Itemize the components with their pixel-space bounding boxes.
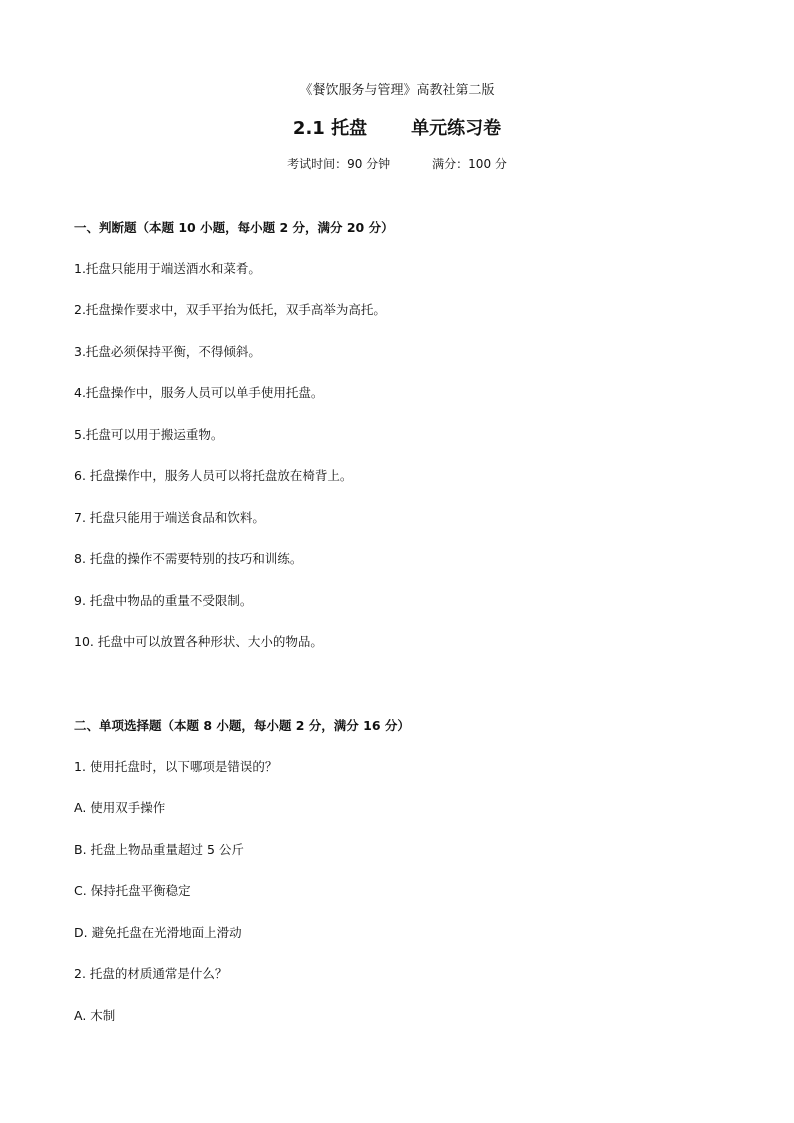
question-item: 1.托盘只能用于端送酒水和菜肴。 <box>74 261 261 276</box>
question-item: 2.托盘操作要求中，双手平抬为低托，双手高举为高托。 <box>74 302 386 317</box>
question-item: 3.托盘必须保持平衡，不得倾斜。 <box>74 344 261 359</box>
section-heading-true-false: 一、判断题（本题 10 小题，每小题 2 分，满分 20 分） <box>74 220 394 235</box>
choice-option: D. 避免托盘在光滑地面上滑动 <box>74 925 242 940</box>
title-exam-name: 单元练习卷 <box>411 118 502 139</box>
exam-time: 考试时间：90 分钟 <box>287 157 391 171</box>
question-item: 8. 托盘的操作不需要特别的技巧和训练。 <box>74 551 303 566</box>
question-item: 6. 托盘操作中，服务人员可以将托盘放在椅背上。 <box>74 468 353 483</box>
question-item: 9. 托盘中物品的重量不受限制。 <box>74 593 253 608</box>
question-item: 4.托盘操作中，服务人员可以单手使用托盘。 <box>74 385 324 400</box>
question-item: 10. 托盘中可以放置各种形状、大小的物品。 <box>74 634 323 649</box>
choice-option: B. 托盘上物品重量超过 5 公斤 <box>74 842 244 857</box>
choice-option: C. 保持托盘平衡稳定 <box>74 883 191 898</box>
title-section-number: 2.1 托盘 <box>292 118 368 139</box>
document-subtitle: 《餐饮服务与管理》高教社第二版 <box>299 83 495 98</box>
choice-option: A. 使用双手操作 <box>74 800 166 815</box>
choice-option: A. 木制 <box>74 1008 116 1023</box>
question-item: 5.托盘可以用于搬运重物。 <box>74 427 224 442</box>
exam-meta <box>0 155 794 173</box>
question-item: 7. 托盘只能用于端送食品和饮料。 <box>74 510 265 525</box>
question-item: 1. 使用托盘时，以下哪项是错误的？ <box>74 759 278 774</box>
full-score: 满分：100 分 <box>432 157 507 171</box>
question-item: 2. 托盘的材质通常是什么？ <box>74 966 228 981</box>
section-heading-single-choice: 二、单项选择题（本题 8 小题，每小题 2 分，满分 16 分） <box>74 718 410 733</box>
page-title <box>0 116 794 142</box>
